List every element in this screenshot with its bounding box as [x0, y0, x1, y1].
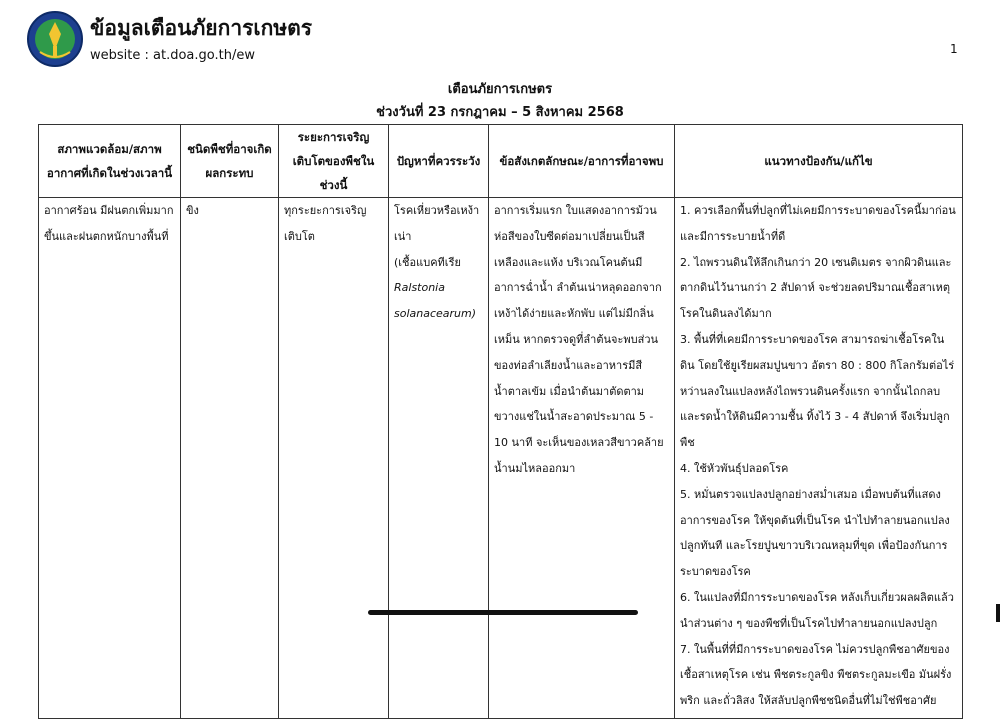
prevention-item: 5. หมั่นตรวจแปลงปลูกอย่างสม่ำเสมอ เมื่อพบต้นที่แสดงอาการของโรค ให้ขุดต้นที่เป็นโรค นำไปทำลายนอกแปลงปลูกทันที และโรยปูนขาวบริเวณหลุมที่ขุด เพื่อป้องกันการระบาดของโรค [680, 487, 950, 579]
table-header-row [39, 125, 963, 198]
site-title: ข้อมูลเตือนภัยการเกษตร [90, 16, 313, 40]
problem-pathogen-name: Ralstonia solanacearum) [394, 281, 477, 321]
alert-table [38, 124, 963, 719]
prevention-item: 1. ควรเลือกพื้นที่ปลูกที่ไม่เคยมีการระบาดของโรคนี้มาก่อน และมีการระบายน้ำที่ดี [680, 204, 956, 243]
cell-problem [389, 198, 489, 719]
header-weather: สภาพแวดล้อม/สภาพอากาศที่เกิดในช่วงเวลานี้ [39, 125, 181, 198]
doa-logo [26, 10, 84, 68]
problem-pathogen-type: (เชื้อแบคทีเรีย [394, 255, 461, 269]
prevention-item: 3. พื้นที่ที่เคยมีการระบาดของโรค สามารถฆ่าเชื้อโรคในดิน โดยใช้ยูเรียผสมปูนขาว อัตรา 80 : 800 กิโลกรัมต่อไร่หว่านลงในแปลงหลังไถพรวนดินครั้งแรก จากนั้นไถกลบและรดน้ำให้ดินมีความชื้น ทิ้งไว้ 3 - 4 สัปดาห์ จึงเริ่มปลูกพืช [680, 332, 955, 450]
document-period: ช่วงวันที่ 23 กรกฎาคม – 5 สิงหาคม 2568 [376, 105, 624, 120]
document-title: เตือนภัยการเกษตร [447, 82, 553, 97]
cell-weather: อากาศร้อน มีฝนตกเพิ่มมากขึ้นและฝนตกหนักบางพื้นที่ [39, 198, 181, 719]
header-stage: ระยะการเจริญเติบโตของพืชในช่วงนี้ [279, 125, 389, 198]
problem-name: โรคเหี่ยวหรือเหง้าเน่า [394, 204, 480, 243]
scroll-indicator[interactable] [996, 604, 1000, 622]
page-number: 1 [950, 42, 958, 56]
prevention-item: 4. ใช้หัวพันธุ์ปลอดโรค [680, 461, 789, 475]
header-problem: ปัญหาที่ควรระวัง [389, 125, 489, 198]
table-row [39, 198, 963, 719]
cell-symptoms: อาการเริ่มแรก ใบแสดงอาการม้วนห่อสีของใบซีดต่อมาเปลี่ยนเป็นสีเหลืองและแห้ง บริเวณโคนต้นมีอาการฉ่ำน้ำ ลำต้นเน่าหลุดออกจากเหง้าได้ง่ายและหักพับ แต่ไม่มีกลิ่นเหม็น หากตรวจดูที่ลำต้นจะพบส่วนของท่อลำเลียงน้ำและอาหารมีสีน้ำตาลเข้ม เมื่อนำต้นมาตัดตามขวางแช่ในน้ำสะอาดประมาณ 5 - 10 นาที จะเห็นของเหลวสีขาวคล้ายน้ำนมไหลออกมา [489, 198, 675, 719]
cell-prevention [675, 198, 963, 719]
website-url[interactable]: website : at.doa.go.th/ew [90, 48, 255, 63]
prevention-item: 7. ในพื้นที่ที่มีการระบาดของโรค ไม่ควรปลูกพืชอาศัยของเชื้อสาเหตุโรค เช่น พืชตระกูลขิง พืชตระกูลมะเขือ มันฝรั่ง พริก และถั่วลิสง ให้สลับปลูกพืชชนิดอื่นที่ไม่ใช่พืชอาศัย [680, 642, 952, 708]
prevention-item: 2. ไถพรวนดินให้ลึกเกินกว่า 20 เซนติเมตร จากผิวดินและตากดินไว้นานกว่า 2 สัปดาห์ จะช่วยลดปริมาณเชื้อสาเหตุโรคในดินลงได้มาก [680, 255, 952, 321]
header-symptoms: ข้อสังเกตลักษณะ/อาการที่อาจพบ [489, 125, 675, 198]
header-prevention: แนวทางป้องกัน/แก้ไข [675, 125, 963, 198]
cell-stage: ทุกระยะการเจริญเติบโต [279, 198, 389, 719]
header-crop: ชนิดพืชที่อาจเกิดผลกระทบ [181, 125, 279, 198]
home-indicator[interactable] [368, 610, 638, 615]
cell-crop: ขิง [181, 198, 279, 719]
prevention-item: 6. ในแปลงที่มีการระบาดของโรค หลังเก็บเกี่ยวผลผลิตแล้ว นำส่วนต่าง ๆ ของพืชที่เป็นโรคไปทำลายนอกแปลงปลูก [680, 590, 954, 630]
